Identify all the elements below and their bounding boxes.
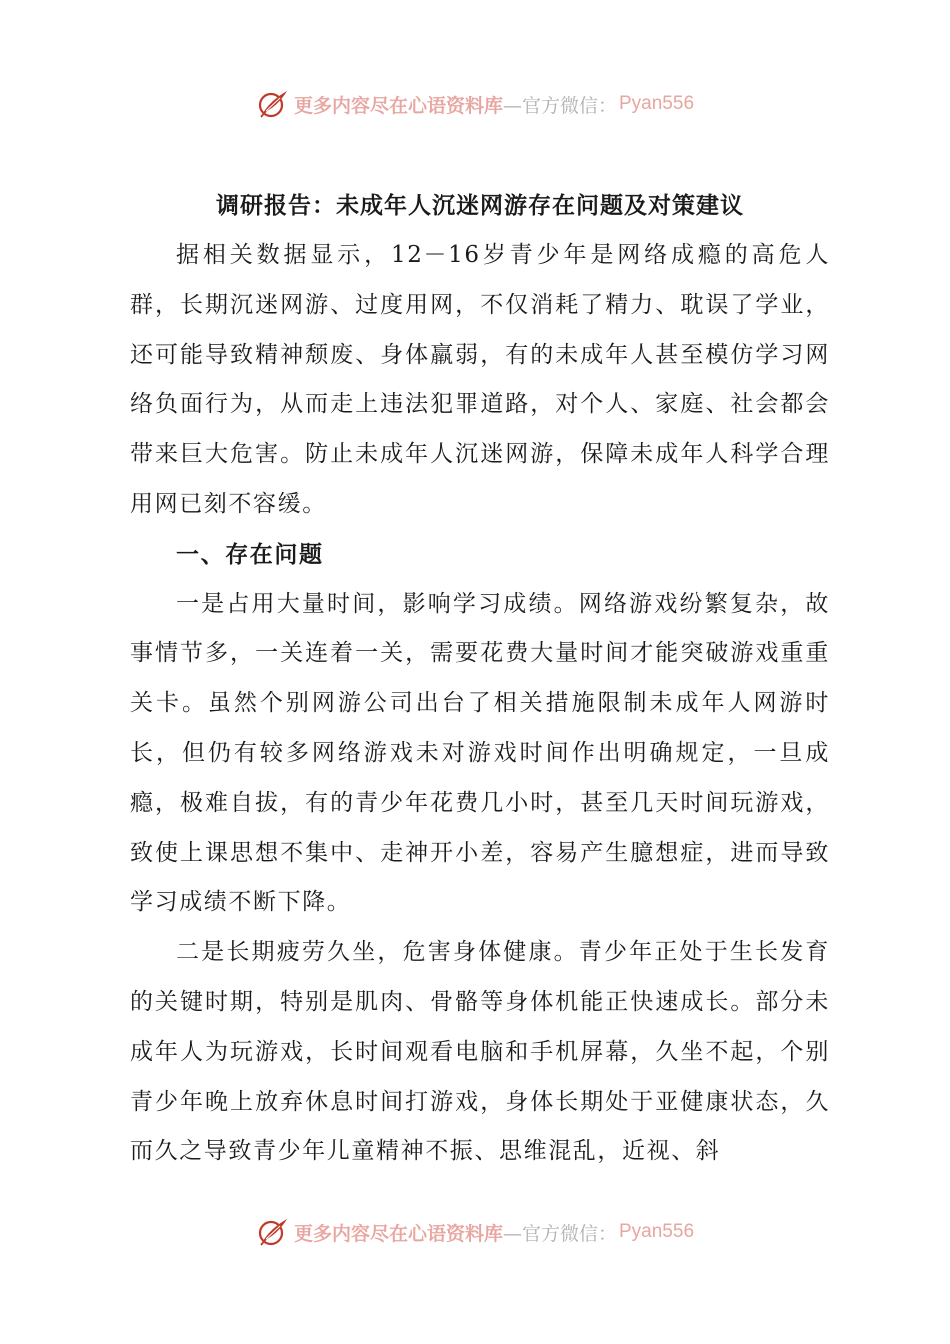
intro-paragraph: 据相关数据显示，12－16岁青少年是网络成瘾的高危人群，长期沉迷网游、过度用网，不仅消耗了精力、耽误了学业，还可能导致精神颓废、身体羸弱，有的未成年人甚至模仿学习网络负面行为，从而走上违法犯罪道路，对个人、家庭、社会都会带来巨大危害。防止未成年人沉迷网游，保障未成年人科学合理用网已刻不容缓。	[130, 242, 830, 517]
footer-wechat-id: Pyan556	[619, 1221, 695, 1242]
feather-pen-logo-icon	[256, 1215, 290, 1249]
header-wechat-id: Pyan556	[619, 93, 695, 114]
header-banner	[0, 84, 950, 124]
section-heading-problems: 一、存在问题	[176, 540, 324, 568]
footer-banner	[0, 1212, 950, 1252]
header-brand-text: 更多内容尽在心语资料库	[293, 94, 503, 117]
footer-official-wechat-label: —官方微信：	[502, 1222, 617, 1245]
feather-pen-logo-icon	[256, 87, 290, 121]
point-one-paragraph: 一是占用大量时间，影响学习成绩。网络游戏纷繁复杂，故事情节多，一关连着一关，需要花费大量时间才能突破游戏重重关卡。虽然个别网游公司出台了相关措施限制未成年人网游时长，但仍有较多网络游戏未对游戏时间作出明确规定，一旦成瘾，极难自拔，有的青少年花费几小时，甚至几天时间玩游戏，致使上课思想不集中、走神开小差，容易产生臆想症，进而导致学习成绩不断下降。	[130, 590, 830, 916]
point-two-paragraph: 二是长期疲劳久坐，危害身体健康。青少年正处于生长发育的关键时期，特别是肌肉、骨骼等身体机能正快速成长。部分未成年人为玩游戏，长时间观看电脑和手机屏幕，久坐不起，个别青少年晚上放弃休息时间打游戏，身体长期处于亚健康状态，久而久之导致青少年儿童精神不振、思维混乱，近视、斜	[130, 939, 830, 1165]
header-official-wechat-label: —官方微信：	[502, 94, 617, 117]
document-body	[130, 231, 830, 1177]
document-title: 调研报告：未成年人沉迷网游存在问题及对策建议	[216, 192, 744, 219]
footer-brand-text: 更多内容尽在心语资料库	[293, 1222, 503, 1245]
